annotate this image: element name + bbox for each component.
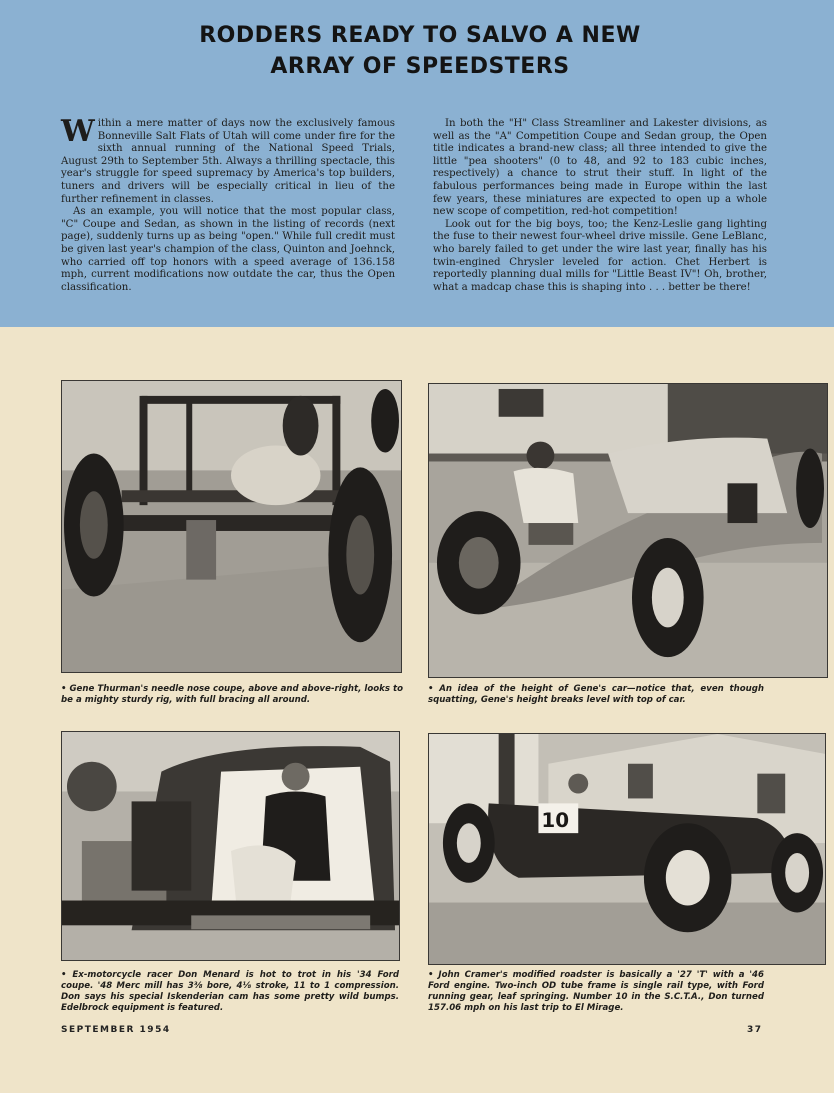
photo-gene-height-comparison [428,383,828,678]
caption-photo-3: • Ex-motorcycle racer Don Menard is hot to trot in his '34 Ford coupe. '48 Merc mill has 3⅜ bore, 4⅛ stroke, 11 to 1 compression. Don says his special Iskenderian cam has some pretty wild bumps. Edelbrock equipment is featured. [61,970,399,1013]
article-column-right [433,118,767,294]
paragraph-intro [61,114,395,206]
photo-john-cramer-roadster [428,733,826,965]
car-number: 10 [541,809,570,833]
photo-don-menard-coupe [61,731,400,961]
photo-height-image [429,384,827,677]
drop-cap: W [61,114,95,149]
photo-coupe-image [62,732,399,960]
caption-photo-4: • John Cramer's modified roadster is basically a '27 'T' with a '46 Ford engine. Two-inch OD tube frame is single rail type, with Ford running gear, leaf springing. Number 10 in the S.C.T.A., Don turned 157.06 mph on his last trip to El Mirage. [428,970,764,1013]
footer-page-number: 37 [747,1025,763,1035]
caption-photo-1: • Gene Thurman's needle nose coupe, above and above-right, looks to be a mighty sturdy rig, with full bracing all around. [61,684,403,705]
title-line-2: ARRAY OF SPEEDSTERS [270,54,570,79]
paragraph-big-boys: Look out for the big boys, too; the Kenz-Leslie gang lighting the fuse to their newest four-wheel drive missile. Gene LeBlanc, who barely failed to get under the wire last year, finally has his twin-engined Chrysler leveled for action. Chet Herbert is reportedly planning dual mills for "Little Beast IV"! Oh, brother, what a madcap chase this is shaping into . . . better be there! [433,218,767,293]
photo-frame-image [62,381,401,672]
caption-photo-2: • An idea of the height of Gene's car—notice that, even though squatting, Gene's height breaks level with top of car. [428,684,764,705]
photo-roadster-image [429,734,825,964]
title-line-1: RODDERS READY TO SALVO A NEW [199,23,641,48]
photo-needle-nose-coupe-frame [61,380,402,673]
paragraph-classes: In both the "H" Class Streamliner and Lakester divisions, as well as the "A" Competition Coupe and Sedan group, the Open title indicates a brand-new class; all three intended to give the little "pea shooters" (0 to 48, and 92 to 183 cubic inches, respectively) a chance to strut their stuff. In light of the fabulous performances being made in Europe within the last few years, these miniatures are expected to open up a whole new scope of competition, red-hot competition! [433,118,767,218]
paragraph-intro-text: ithin a mere matter of days now the exclusively famous Bonneville Salt Flats of Utah will come under fire for the sixth annual running of the National Speed Trials, August 29th to September 5th. Always a thrilling spectacle, this year's struggle for speed supremacy by America's top builders, tuners and drivers will be especially critical in lieu of the further refinement in classes. [61,118,395,205]
paragraph-example: As an example, you will notice that the most popular class, "C" Coupe and Sedan, as shown in the listing of records (next page), suddenly turns up as being "open." While full credit must be given last year's champion of the class, Quinton and Joehnck, who carried off top honors with a speed average of 136.158 mph, current modifications now outdate the car, thus the Open classification. [61,206,395,293]
footer-date: SEPTEMBER 1954 [61,1025,171,1035]
article-title [60,20,780,82]
article-column-left [61,114,395,294]
